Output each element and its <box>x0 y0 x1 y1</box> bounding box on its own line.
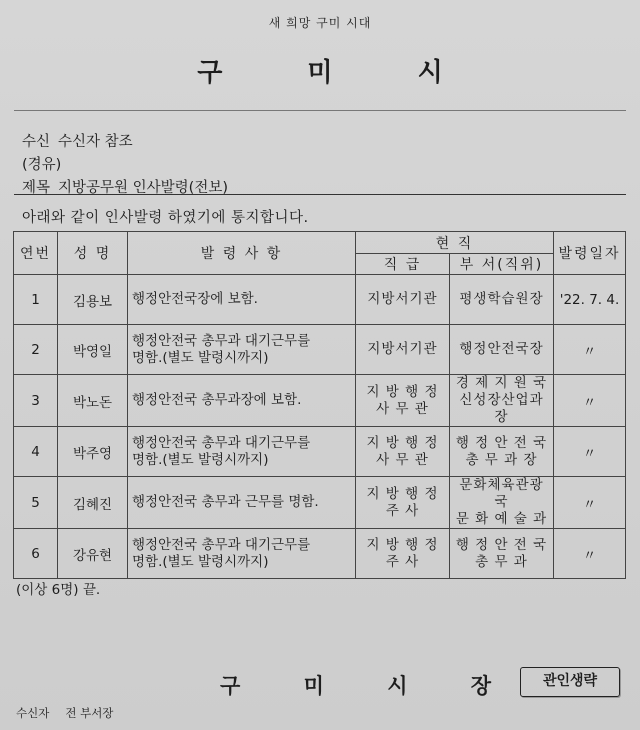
footer-recipient-value: 전 부서장 <box>65 706 114 720</box>
cell-no-text: 5 <box>31 494 40 511</box>
cell-no-text: 1 <box>31 291 40 308</box>
org-title: 구 미 시 <box>197 58 481 88</box>
cell-action <box>128 427 356 477</box>
cell-rank-text: 지방서기관 <box>367 291 438 307</box>
cell-dept <box>450 477 554 529</box>
cell-rank <box>356 375 450 427</box>
via-line: (경유) <box>22 157 62 173</box>
cell-dept-text: 행 정 안 전 국 <box>455 536 548 553</box>
cell-name-text: 김용보 <box>72 293 113 310</box>
cell-no-text: 3 <box>31 392 40 409</box>
table-row <box>14 325 626 375</box>
cell-name-text: 김혜진 <box>72 496 113 513</box>
signer: 구 미 시 장 <box>220 674 520 698</box>
cell-rank-text: 주 사 <box>385 553 420 570</box>
cell-rank-text: 지 방 행 정 <box>366 383 439 400</box>
cell-date-text: 〃 <box>582 445 597 462</box>
cell-dept-text: 행정안전국장 <box>459 341 544 357</box>
cell-action-text: 행정안전국 총무과 대기근무를 <box>132 332 311 349</box>
table-row <box>14 529 626 579</box>
cell-dept-text: 평생학습원장 <box>459 291 544 307</box>
cell-action <box>128 275 356 325</box>
header-no: 연번 <box>14 232 58 275</box>
cell-action-text: 행정안전국 총무과장에 보함. <box>132 392 302 408</box>
cell-action <box>128 477 356 529</box>
header-dept: 부 서(직위) <box>450 254 554 275</box>
cell-rank-text: 사 무 관 <box>376 400 429 417</box>
cell-dept <box>450 427 554 477</box>
cell-name-text: 박노돈 <box>72 394 113 411</box>
cell-name <box>58 477 128 529</box>
cell-date <box>554 477 626 529</box>
cell-no <box>14 427 58 477</box>
cell-no-text: 6 <box>31 545 40 562</box>
subject-label: 제목 <box>22 180 51 196</box>
cell-action-text: 행정안전국장에 보함. <box>132 291 258 307</box>
recipient-value: 수신자 참조 <box>58 134 133 150</box>
slogan: 새 희망 구미 시대 <box>268 16 372 30</box>
cell-date <box>554 375 626 427</box>
cell-dept-text: 총 무 과 장 <box>465 451 538 468</box>
cell-action-text: 명함.(별도 발령시까지) <box>132 451 269 468</box>
cell-name <box>58 427 128 477</box>
cell-no <box>14 275 58 325</box>
cell-action <box>128 375 356 427</box>
cell-rank <box>356 325 450 375</box>
seal-stamp: 관인생략 <box>520 667 620 697</box>
cell-dept-text: 총 무 과 <box>475 553 528 570</box>
cell-rank <box>356 477 450 529</box>
cell-dept <box>450 529 554 579</box>
cell-dept-text: 경 제 지 원 국 <box>455 375 548 391</box>
cell-no <box>14 529 58 579</box>
cell-rank <box>356 427 450 477</box>
cell-rank <box>356 275 450 325</box>
cell-name <box>58 375 128 427</box>
header-name: 성 명 <box>58 232 128 275</box>
cell-no-text: 4 <box>31 443 40 460</box>
cell-dept-text: 신성장산업과장 <box>459 392 544 425</box>
cell-no <box>14 325 58 375</box>
cell-date-text: 〃 <box>582 547 597 564</box>
recipient-label: 수신 <box>22 134 51 150</box>
footer-recipient-label: 수신자 <box>16 706 50 720</box>
cell-name <box>58 529 128 579</box>
cell-no-text: 2 <box>31 341 40 358</box>
cell-date <box>554 427 626 477</box>
cell-name <box>58 275 128 325</box>
cell-dept <box>450 275 554 325</box>
cell-dept-text: 문화체육관광국 <box>459 477 544 510</box>
cell-no <box>14 477 58 529</box>
cell-dept <box>450 325 554 375</box>
cell-date <box>554 529 626 579</box>
header-date: 발령일자 <box>554 232 626 275</box>
cell-rank-text: 지방서기관 <box>367 341 438 357</box>
cell-name <box>58 325 128 375</box>
header-action: 발 령 사 항 <box>128 232 356 275</box>
cell-rank-text: 사 무 관 <box>376 451 429 468</box>
appointment-table <box>13 231 626 579</box>
header-current: 현 직 <box>356 232 554 254</box>
cell-date-text: 〃 <box>582 496 597 513</box>
table-row <box>14 375 626 427</box>
table-row <box>14 275 626 325</box>
intro-text: 아래와 같이 인사발령 하였기에 통지합니다. <box>22 210 309 226</box>
table-row <box>14 427 626 477</box>
cell-date-text: 〃 <box>582 343 597 360</box>
cell-date-text: '22. 7. 4. <box>559 291 620 308</box>
subject-divider <box>14 194 626 195</box>
cell-action-text: 행정안전국 총무과 대기근무를 <box>132 536 311 553</box>
cell-action-text: 명함.(별도 발령시까지) <box>132 349 269 366</box>
cell-action-text: 행정안전국 총무과 대기근무를 <box>132 434 311 451</box>
cell-rank <box>356 529 450 579</box>
cell-action-text: 명함.(별도 발령시까지) <box>132 553 269 570</box>
cell-name-text: 박영일 <box>72 343 113 360</box>
cell-rank-text: 지 방 행 정 <box>366 536 439 553</box>
cell-dept-text: 행 정 안 전 국 <box>455 434 548 451</box>
cell-action <box>128 529 356 579</box>
cell-no <box>14 375 58 427</box>
header-rank: 직 급 <box>356 254 450 275</box>
cell-rank-text: 주 사 <box>385 502 420 519</box>
table-row <box>14 477 626 529</box>
cell-action-text: 행정안전국 총무과 근무를 명함. <box>132 494 319 510</box>
cell-name-text: 강유현 <box>72 547 113 564</box>
cell-date-text: 〃 <box>582 394 597 411</box>
cell-date <box>554 325 626 375</box>
cell-dept <box>450 375 554 427</box>
cell-rank-text: 지 방 행 정 <box>366 485 439 502</box>
divider <box>14 110 626 111</box>
cell-dept-text: 문 화 예 술 과 <box>455 511 548 527</box>
cell-rank-text: 지 방 행 정 <box>366 434 439 451</box>
footer-recipients <box>16 705 129 721</box>
cell-name-text: 박주영 <box>72 445 113 462</box>
recipient-line <box>22 130 133 151</box>
closing-note: (이상 6명) 끝. <box>16 582 101 598</box>
cell-action <box>128 325 356 375</box>
subject-value: 지방공무원 인사발령(전보) <box>58 180 229 196</box>
cell-date <box>554 275 626 325</box>
